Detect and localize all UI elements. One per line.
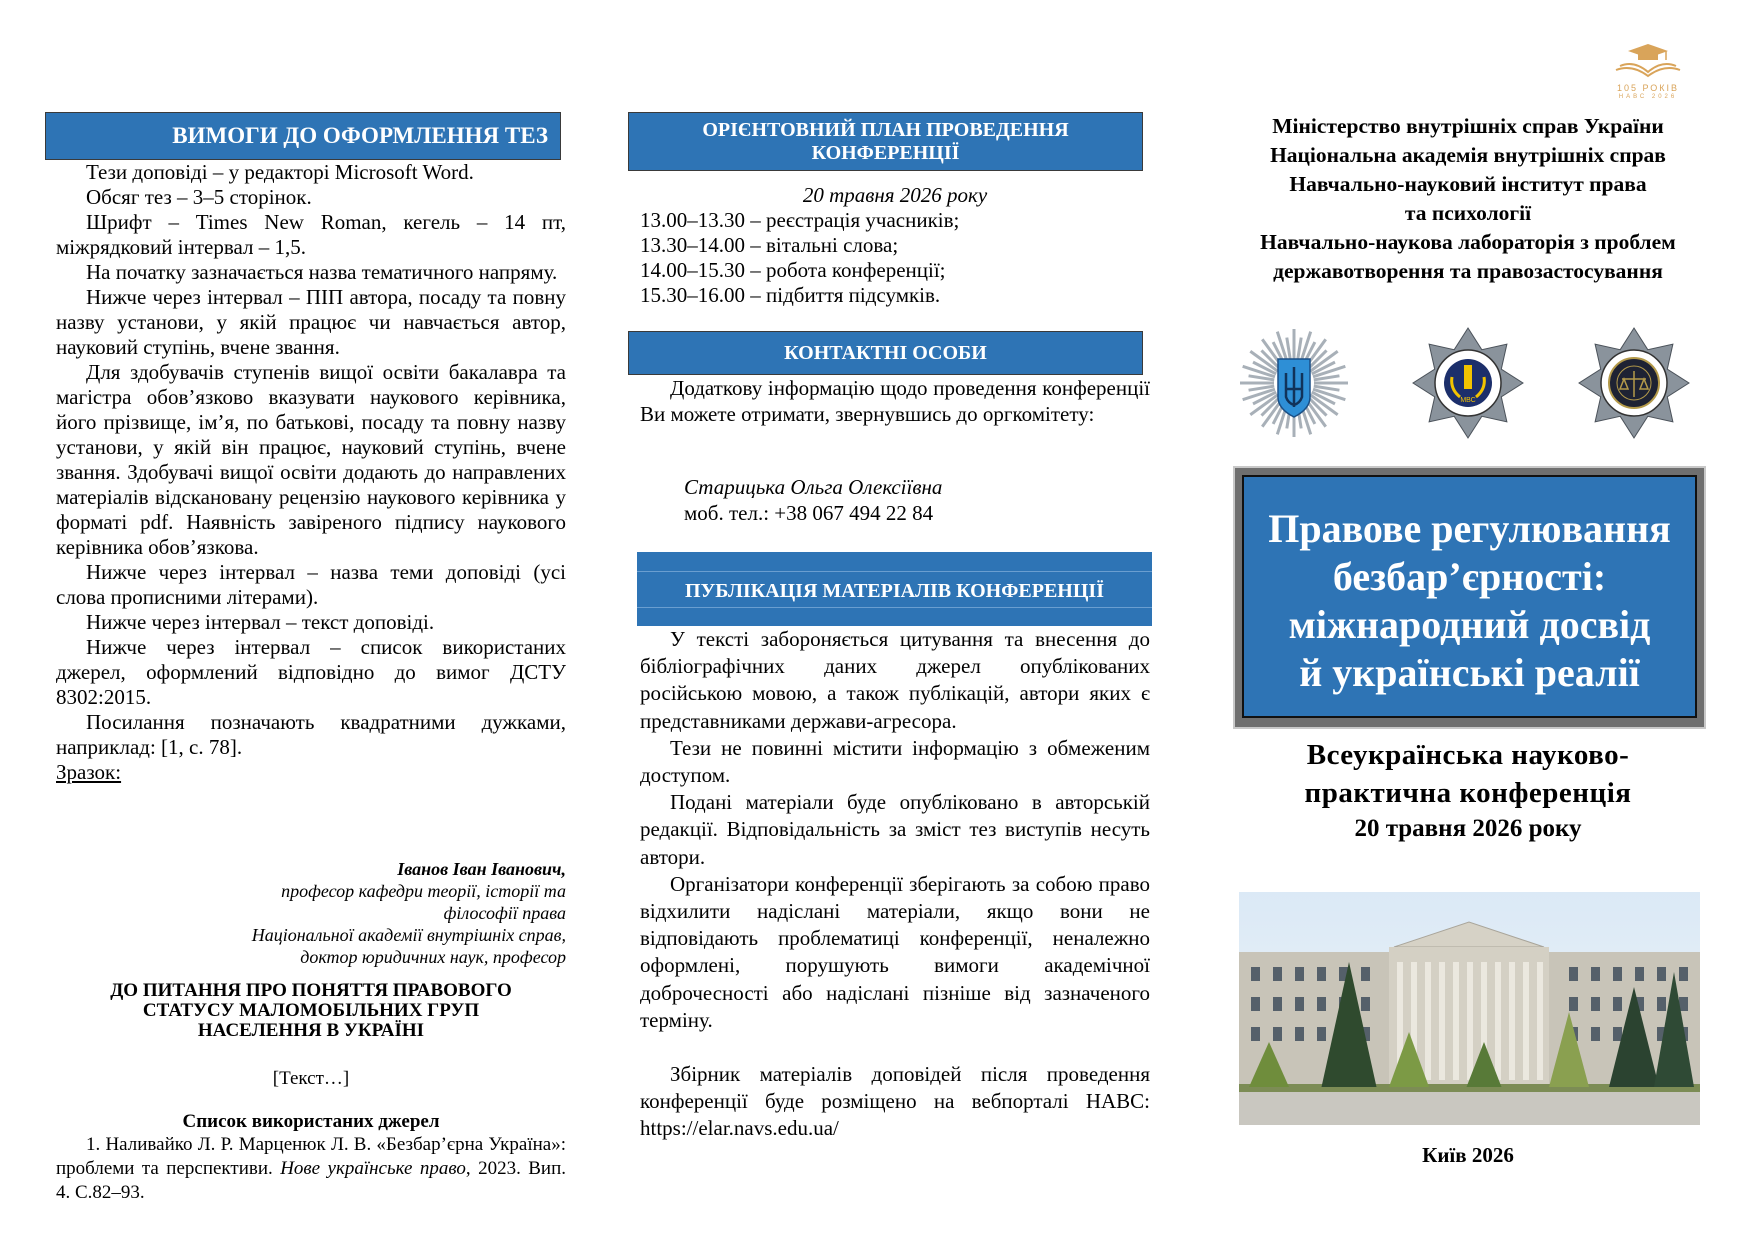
anniversary-logo bbox=[1600, 42, 1696, 98]
source-journal: Нове українське право bbox=[280, 1158, 466, 1179]
sample-title-line: НАСЕЛЕННЯ В УКРАЇНІ bbox=[197, 1020, 425, 1041]
sample-position-line: Національної академії внутрішніх справ, bbox=[251, 925, 566, 945]
schedule-item: 13.30–14.00 – вітальні слова; bbox=[640, 233, 899, 257]
logo-text-navs: НАВС 2026 bbox=[1618, 94, 1678, 100]
plan-header-line: КОНФЕРЕНЦІЇ bbox=[811, 142, 960, 164]
contacts-text bbox=[640, 376, 1150, 427]
sample-title bbox=[56, 981, 566, 1041]
contacts-header-text: КОНТАКТНІ ОСОБИ bbox=[784, 342, 987, 364]
requirements-header bbox=[45, 112, 561, 160]
subtitle-line: практична конференція bbox=[1304, 777, 1632, 809]
organizer-line: Міністерство внутрішніх справ України bbox=[1272, 114, 1664, 138]
organizer-line: державотворення та правозастосування bbox=[1273, 259, 1663, 283]
graduation-cap-book-icon bbox=[1600, 42, 1696, 78]
publication-paragraph: У тексті забороняється цитування та внесення до бібліографічних даних джерел опублікованих російською мовою, а також публікацій, автори яких є представниками держави-агресора. bbox=[640, 627, 1150, 733]
title-line: Правове регулювання bbox=[1268, 506, 1671, 551]
schedule-item: 15.30–16.00 – підбиття підсумків. bbox=[640, 283, 941, 307]
title-line: міжнародний досвід bbox=[1288, 602, 1651, 647]
contacts-header bbox=[628, 331, 1143, 375]
title-line: й українські реалії bbox=[1299, 650, 1640, 695]
sample-text: [Текст…] bbox=[272, 1068, 350, 1089]
contact-person bbox=[684, 474, 942, 526]
source-text: 1. Наливайко Л. Р. Марценюк Л. В. «Безбар’єрна Україна»: проблеми та перспективи. bbox=[56, 1134, 566, 1179]
title-line: безбар’єрності: bbox=[1332, 554, 1607, 599]
conference-subtitle bbox=[1215, 736, 1721, 812]
contact-phone[interactable]: моб. тел.: +38 067 494 22 84 bbox=[684, 501, 934, 525]
publication-paragraph: Тези не повинні містити інформацію з обмеженим доступом. bbox=[640, 735, 1150, 788]
sample-position-line: професор кафедри теорії, історії та bbox=[281, 881, 566, 901]
academy-building-photo bbox=[1239, 892, 1700, 1125]
source-tail: , 2023. Вип. 4. С.82–93. bbox=[56, 1158, 566, 1203]
schedule-item: 14.00–15.30 – робота конференції; bbox=[640, 258, 946, 282]
schedule-item: 13.00–13.30 – реєстрація учасників; bbox=[640, 208, 960, 232]
requirement-paragraph: Нижче через інтервал – список використаних джерел, оформлений відповідно до вимог ДСТУ 8302:2015. bbox=[56, 635, 566, 709]
requirement-paragraph: Обсяг тез – 3–5 сторінок. bbox=[86, 185, 312, 209]
contacts-paragraph: Додаткову інформацію щодо проведення конференції Ви можете отримати, звернувшись до оргкомітету: bbox=[640, 376, 1150, 426]
publication-paragraph: Подані матеріали буде опубліковано в авторській редакції. Відповідальність за зміст тез виступів несуть автори. bbox=[640, 790, 1150, 869]
navs-emblem-icon bbox=[1412, 327, 1524, 439]
subtitle-line: Всеукраїнська науково- bbox=[1306, 739, 1630, 771]
organizer-line: та психології bbox=[1404, 201, 1532, 225]
publication-header bbox=[637, 552, 1152, 626]
organizer-line: Національна академія внутрішніх справ bbox=[1270, 143, 1666, 167]
requirement-paragraph: Шрифт – Times New Roman, кегель – 14 пт, міжрядковий інтервал – 1,5. bbox=[56, 210, 566, 259]
sample-position-line: доктор юридичних наук, професор bbox=[300, 947, 566, 967]
plan-header-line: ОРІЄНТОВНИЙ ПЛАН ПРОВЕДЕННЯ bbox=[702, 119, 1069, 141]
requirement-paragraph: Нижче через інтервал – текст доповіді. bbox=[86, 610, 435, 634]
source-item bbox=[56, 1133, 566, 1205]
sample-author-block bbox=[150, 858, 566, 968]
sample-label: Зразок: bbox=[56, 760, 122, 784]
mvs-emblem-icon bbox=[1238, 327, 1350, 439]
contact-name: Старицька Ольга Олексіївна bbox=[684, 475, 943, 499]
requirement-paragraph: Нижче через інтервал – назва теми доповіді (усі слова прописними літерами). bbox=[56, 560, 566, 609]
requirements-header-text: ВИМОГИ ДО ОФОРМЛЕННЯ ТЕЗ bbox=[172, 123, 548, 148]
publication-text bbox=[640, 626, 1150, 1143]
plan-date: 20 травня 2026 року bbox=[802, 183, 988, 207]
requirements-text bbox=[56, 160, 566, 785]
sample-author: Іванов Іван Іванович, bbox=[397, 859, 566, 879]
organizer-block bbox=[1215, 112, 1721, 286]
collection-paragraph: Збірник матеріалів доповідей після проведення конференції буде розміщено на вебпорталі НАВС: https://elar.navs.edu.ua/ bbox=[640, 1062, 1150, 1141]
city-year: Київ 2026 bbox=[1422, 1143, 1514, 1167]
schedule-list bbox=[640, 208, 1150, 308]
requirement-paragraph: Для здобувачів ступенів вищої освіти бакалавра та магістра обов’язково вказувати наукового керівника, його прізвище, ім’я, по батькові, посаду та повну назву установи, у якій він працює, науковий ступінь, вчене звання. Здобувачі вищої освіти додають до направлених матеріалів відскановану рецензію наукового керівника у форматі pdf. Наявність завіреного підпису наукового керівника обов’язкова. bbox=[56, 360, 566, 559]
sample-title-line: СТАТУСУ МАЛОМОБІЛЬНИХ ГРУП bbox=[142, 1000, 480, 1021]
conference-date: 20 травня 2026 року bbox=[1354, 815, 1582, 842]
requirement-paragraph: Посилання позначають квадратними дужками, наприклад: [1, с. 78]. bbox=[56, 710, 566, 759]
organizer-line: Навчально-наукова лабораторія з проблем bbox=[1260, 230, 1676, 254]
emblem-mvs-text: МВС bbox=[1460, 397, 1476, 404]
requirement-paragraph: Тези доповіді – у редакторі Microsoft Word. bbox=[86, 160, 474, 184]
sample-position-line: філософії права bbox=[443, 903, 566, 923]
sample-title-line: ДО ПИТАННЯ ПРО ПОНЯТТЯ ПРАВОВОГО bbox=[110, 980, 512, 1001]
publication-paragraph: Організатори конференції зберігають за собою право відхилити надіслані матеріали, якщо вони не відповідають проблематиці конференції, неналежно оформлені, порушують вимоги академічної доброчесності або надіслані пізніше від зазначеного терміну. bbox=[640, 871, 1150, 1032]
plan-header bbox=[628, 112, 1143, 171]
logo-text-years: 105 РОКІВ bbox=[1616, 83, 1680, 93]
requirement-paragraph: Нижче через інтервал – ПІП автора, посаду та повну назву установи, у якій працює чи навчається автор, науковий ступінь, вчене звання. bbox=[56, 285, 566, 359]
conference-title-frame bbox=[1233, 466, 1706, 729]
sources-title: Список використаних джерел bbox=[182, 1111, 440, 1132]
publication-header-text: ПУБЛІКАЦІЯ МАТЕРІАЛІВ КОНФЕРЕНЦІЇ bbox=[685, 580, 1104, 602]
conference-title-box bbox=[1242, 475, 1697, 718]
requirement-paragraph: На початку зазначається назва тематичного напряму. bbox=[86, 260, 558, 284]
organizer-line: Навчально-науковий інститут права bbox=[1289, 172, 1647, 196]
lab-emblem-icon bbox=[1578, 327, 1690, 439]
